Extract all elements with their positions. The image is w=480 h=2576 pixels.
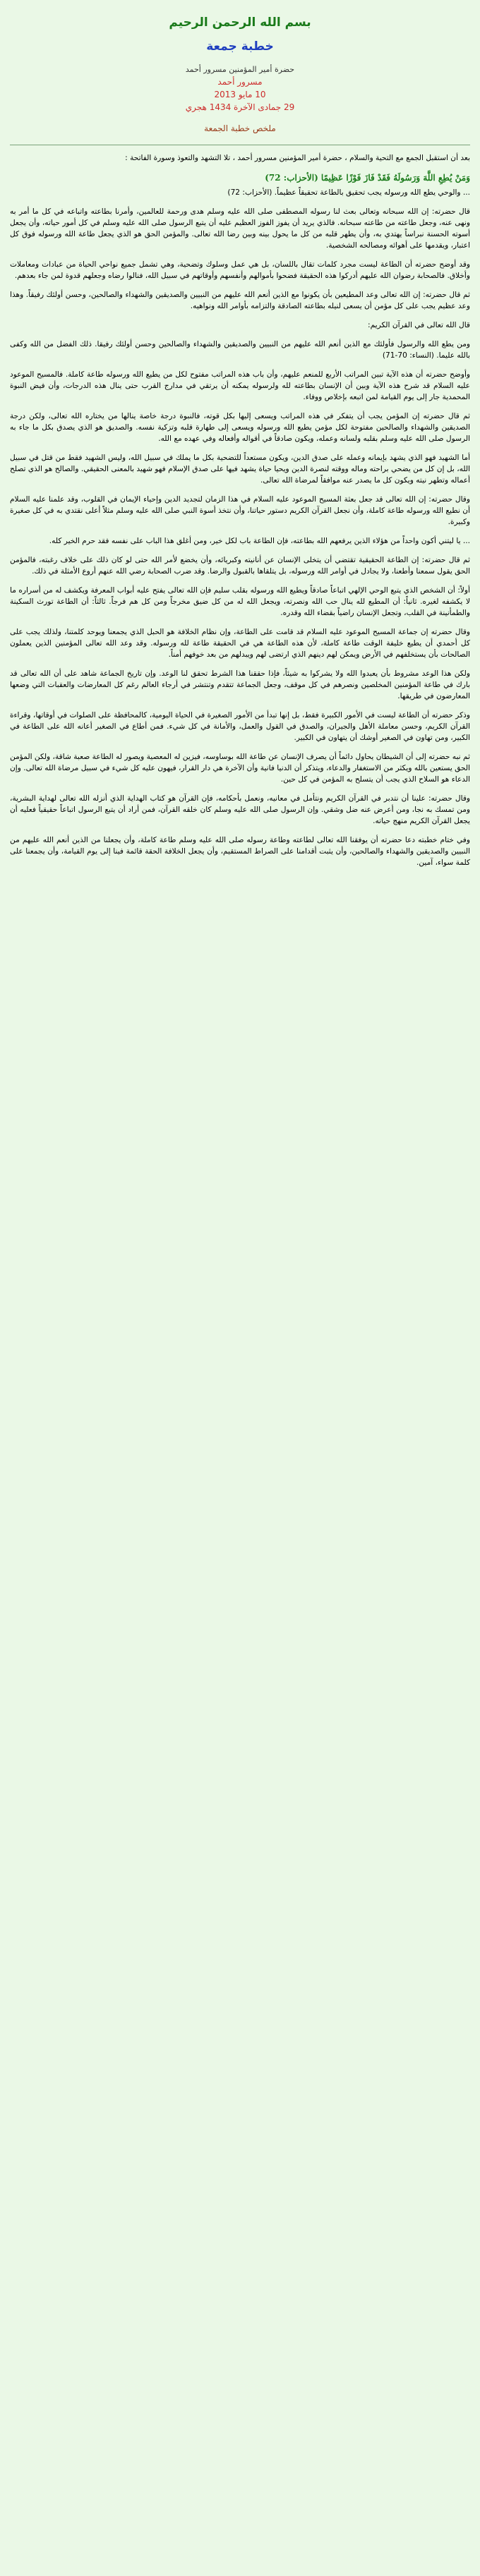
- body-paragraph: ولكن هذا الوعد مشروط بأن يعبدوا الله ولا يشركوا به شيئاً، فإذا حققنا هذا الشرط تحقق لنا الوعد. وإن تاريخ الجماعة شاهد على أن الله تعالى قد بارك في طاعة المؤمنين المخلصين ونصرهم في كل موقف، وجعل الجماعة تتقدم وتنتشر في أرجاء العالم رغم كل المعارضات والعقبات التي وضعها المعارضون في طريقها.: [10, 669, 470, 700]
- body-paragraph: وأوضح حضرته أن هذه الآية تبين المراتب الأربع للمنعم عليهم، وأن باب هذه المراتب مفتوح لكل من يطيع الله ورسوله طاعة كاملة. فالمسيح الموعود عليه السلام قد شرح هذه الآية وبين أن الإنسان بطاعته لله ولرسوله يمكنه أن يرتقي في مدارج القرب حتى ينال هذه الدرجات، وأن فيض النبوة المحمدية جار إلى يوم القيامة لمن اتبعه بإخلاص ووفاء.: [10, 370, 470, 401]
- sermon-body: [10, 206, 470, 868]
- body-paragraph: ... يا ليتني أكون واحداً من هؤلاء الذين يرفعهم الله بطاعته، فإن الطاعة باب لكل خير، ومن أغلق هذا الباب على نفسه فقد حرم الخير كله.: [49, 537, 470, 545]
- body-paragraph: أما الشهيد فهو الذي يشهد بإيمانه وعمله على صدق الدين، ويكون مستعداً للتضحية بكل ما يملك في سبيل الله، وليس الشهيد فقط من قتل في سبيل الله، بل إن كل من يضحي براحته وماله ووقته لنصرة الدين ويحيا حياة يشهد فيها على صدق الإسلام فهو شهيد بالمعنى الحقيقي. والصالح هو الذي تصلح أعماله وتطهر نيته ويكون كل ما يصدر عنه موافقاً لمرضاة الله تعالى.: [10, 454, 470, 485]
- body-paragraph: وقال حضرته: علينا أن نتدبر في القرآن الكريم ونتأمل في معانيه، ونعمل بأحكامه، فإن القرآن هو كتاب الهداية الذي أنزله الله تعالى لهداية البشرية، ومن تمسك به نجا، ومن أعرض عنه ضل وشقي. وإن الرسول صلى الله عليه وسلم كان خلقه القرآن، فمن أراد أن يتبع الرسول اتباعاً حقيقياً فعليه أن يجعل القرآن الكريم منهج حياته.: [10, 794, 470, 825]
- body-paragraph: ومن يطع الله والرسول فأولئك مع الذين أنعم الله عليهم من النبيين والصديقين والشهداء والصالحين وحسن أولئك رفيقا. ذلك الفضل من الله وكفى بالله عليما. (النساء: 70-71): [10, 340, 470, 360]
- body-paragraph: وفي ختام خطبته دعا حضرته أن يوفقنا الله تعالى لطاعته وطاعة رسوله صلى الله عليه وسلم طاعة كاملة، وأن يجعلنا من الذين أنعم الله عليهم من النبيين والصديقين والشهداء والصالحين، وأن يثبت أقدامنا على الصراط المستقيم، وأن يجعل الخلافة الحقة قائمة فينا إلى يوم القيامة، وأن يجمعنا على كلمة سواء، آمين.: [10, 836, 470, 867]
- author-line: حضرة أمير المؤمنين مسرور أحمد: [185, 65, 295, 74]
- sermon-header: [10, 16, 470, 133]
- body-paragraph: ثم قال حضرته إن المؤمن يجب أن يتفكر في هذه المراتب ويسعى إليها بكل قوته، فالنبوة درجة خاصة ينالها من يختاره الله تعالى، ولكن درجة الصديقين والشهداء والصالحين مفتوحة لكل مؤمن يطيع الله ورسوله ويسعى إلى طهارة قلبه وتزكية نفسه. والصديق هو الذي يصدق بكل ما جاء به الرسول صلى الله عليه وسلم بقلبه ولسانه وعمله، ويكون صادقاً في أقواله وأفعاله وفي عهده مع الله.: [10, 412, 470, 443]
- body-paragraph: ثم قال حضرته: إن الطاعة الحقيقية تقتضي أن يتخلى الإنسان عن أنانيته وكبريائه، وأن يخضع لأمر الله حتى لو كان ذلك على خلاف رغبته، فالمؤمن الحق يقول سمعنا وأطعنا، ولا يجادل في أوامر الله ورسوله، بل يتلقاها بالقبول والرضا. وقد ضرب الصحابة رضي الله عنهم أروع الأمثلة في ذلك.: [10, 556, 470, 576]
- date-hijri: 29 جمادى الآخرة 1434 هجري: [185, 102, 295, 112]
- subtitle: ملخص خطبة الجمعة: [204, 123, 276, 133]
- body-paragraph: قال حضرته: إن الله سبحانه وتعالى بعث لنا رسوله المصطفى صلى الله عليه وسلم هدى ورحمة للعالمين، وأمرنا بطاعته واتباعه في كل ما أمر به ونهى عنه، وجعل طاعته من طاعته سبحانه. فالذي يريد أن يفوز الفوز العظيم عليه أن يتبع الرسول صلى الله عليه وسلم في كل أمور حياته، وأن يجعل أسوته الحسنة نبراساً يهتدي به، وأن يطهر قلبه من كل ما يحول بينه وبين رضا الله تعالى. والمؤمن الحق هو الذي يجعل طاعة الله ورسوله فوق كل اعتبار، ويقدمها على أهوائه ومصالحه الشخصية.: [10, 207, 470, 250]
- body-paragraph: وقد أوضح حضرته أن الطاعة ليست مجرد كلمات تقال باللسان، بل هي عمل وسلوك وتضحية، وهي تشمل جميع نواحي الحياة من عبادات ومعاملات وأخلاق. فالصحابة رضوان الله عليهم أدركوا هذه الحقيقة فضحوا بأموالهم وأنفسهم وأوقاتهم في سبيل الله، فنالوا رضاه وجعلهم قدوة لمن جاء بعدهم.: [10, 260, 470, 280]
- date-gregorian: 10 مايو 2013: [214, 90, 266, 99]
- bismillah: بسم الله الرحمن الرحيم: [169, 16, 311, 30]
- quran-verse: وَمَنْ يُطِعِ اللَّهَ وَرَسُولَهُ فَقَدْ فَازَ فَوْزًا عَظِيمًا (الأحزاب: 72): [265, 173, 470, 183]
- body-paragraph: ثم نبه حضرته إلى أن الشيطان يحاول دائماً أن يصرف الإنسان عن طاعة الله بوساوسه، فيزين له المعصية ويصور له الطاعة صعبة شاقة، ولكن المؤمن الحق يستعين بالله ويكثر من الاستغفار والدعاء، ويتذكر أن الدنيا فانية وأن الآخرة هي دار القرار، فيهون عليه كل شيء في سبيل مرضاة الله تعالى. وإن الدعاء هو السلاح الذي يجب أن يتسلح به المؤمن في كل حين.: [10, 753, 470, 784]
- page-title: خطبة جمعة: [206, 40, 274, 54]
- body-paragraph: أولاً: أن الشخص الذي يتبع الوحي الإلهي اتباعاً صادقاً ويطيع الله ورسوله بقلب سليم فإن الله تعالى يفتح عليه أبواب المعرفة ويكشف له من أسراره ما لا يكشفه لغيره. ثانياً: أن المطيع لله ينال حب الله ونصرته، ويجعل الله له من كل ضيق مخرجاً ومن كل هم فرجاً. ثالثاً: أن الطاعة تورث السكينة والطمأنينة في القلب، وتجعل الإنسان راضياً بقضاء الله وقدره.: [10, 586, 470, 617]
- body-paragraph: وذكر حضرته أن الطاعة ليست في الأمور الكبيرة فقط، بل إنها تبدأ من الأمور الصغيرة في الحياة اليومية، كالمحافظة على الصلوات في أوقاتها، وقراءة القرآن الكريم، وحسن معاملة الأهل والجيران، والصدق في القول والعمل، والأمانة في كل شيء. فمن أطاع في الصغير أعانه الله على الطاعة في الكبير، ومن تهاون في الصغير أوشك أن يتهاون في الكبير.: [10, 711, 470, 742]
- body-paragraph: وقال حضرته: إن الله تعالى قد جعل بعثة المسيح الموعود عليه السلام في هذا الزمان لتجديد الدين وإحياء الإيمان في القلوب، وقد علمنا عليه السلام أن نطيع الله ورسوله طاعة كاملة، وأن نجعل القرآن الكريم دستور حياتنا، وأن نتخذ أسوة النبي صلى الله عليه وسلم مثلاً أعلى نقتدي به في كل صغيرة وكبيرة.: [10, 495, 470, 526]
- verse-translation: ... والوحي يطع الله ورسوله يجب تحقيق بالطاعة تحقيقاً عظيماً. (الأحزاب: 72): [227, 188, 470, 197]
- intro-paragraph: بعد أن استقبل الجمع مع التحية والسلام ، حضرة أمير المؤمنين مسرور أحمد ، تلا التشهد والتعوذ وسورة الفاتحة :: [125, 154, 470, 162]
- body-paragraph: وقال حضرته إن جماعة المسيح الموعود عليه السلام قد قامت على الطاعة، وإن نظام الخلافة هو الحبل الذي يجمعنا ويوحد كلمتنا، ولذلك يجب على كل أحمدي أن يطيع خليفة الوقت طاعة كاملة، لأن هذه الطاعة هي في الحقيقة طاعة لله ورسوله. وقد وعد الله تعالى المؤمنين الذين يعملون الصالحات بأن يستخلفهم في الأرض ويمكن لهم دينهم الذي ارتضى لهم ويبدلهم من بعد خوفهم أمناً.: [10, 628, 470, 659]
- body-paragraph: ثم قال حضرته: إن الله تعالى وعد المطيعين بأن يكونوا مع الذين أنعم الله عليهم من النبيين والصديقين والشهداء والصالحين، وحسن أولئك رفيقاً. وهذا وعد عظيم يجب على كل مؤمن أن يسعى لنيله بطاعته الصادقة والتزامه بأوامر الله ونواهيه.: [10, 291, 470, 310]
- body-paragraph: قال الله تعالى في القرآن الكريم:: [368, 321, 470, 329]
- author-name: مسرور أحمد: [217, 77, 263, 87]
